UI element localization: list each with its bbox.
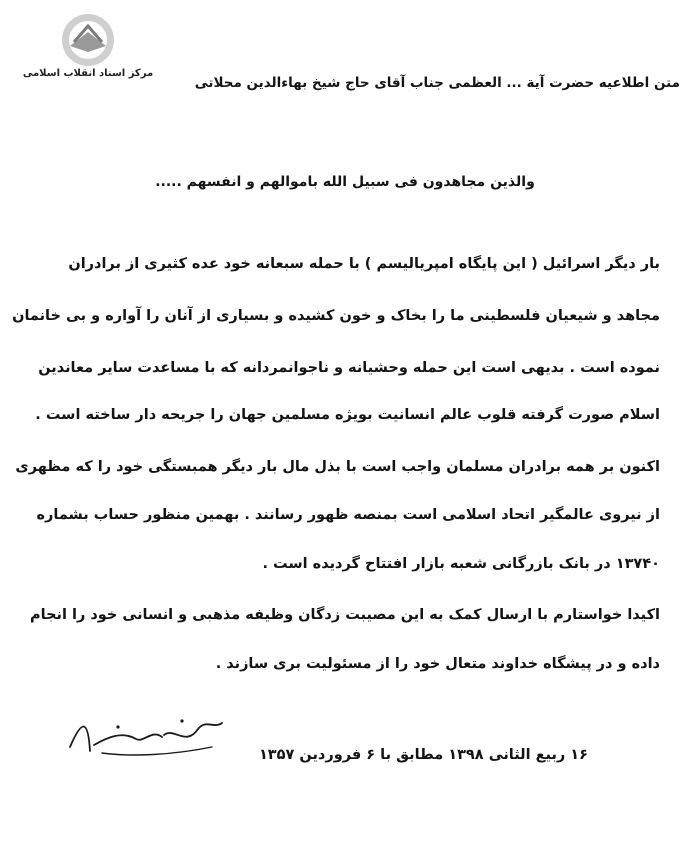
- body-line: بار دیگر اسرائیل ( این پایگاه امپریالیسم ) با حمله سبعانه خود عده کثیری از برادران: [68, 256, 660, 272]
- body-line: ۱۳۷۴۰ در بانک بازرگانی شعبه بازار افتتاح گردیده است .: [262, 556, 660, 572]
- body-line: مجاهد و شیعیان فلسطینی ما را بخاک و خون کشیده و بسیاری از آنان را آواره و بی خانمان: [12, 308, 660, 324]
- handwritten-signature: [62, 707, 232, 767]
- archive-logo: [18, 12, 158, 82]
- quran-verse: والذین مجاهدون فی سبیل الله باموالهم و انفسهم .....: [155, 174, 535, 190]
- logo-caption: مرکز اسناد انقلاب اسلامی: [22, 68, 154, 79]
- body-line: اسلام صورت گرفته قلوب عالم انسانیت بویژه مسلمین جهان را جریحه دار ساخته است .: [35, 407, 660, 423]
- document-date: ۱۶ ربیع الثانی ۱۳۹۸ مطابق با ۶ فروردین ۱۳۵۷: [258, 747, 588, 763]
- body-line: از نیروی عالمگیر اتحاد اسلامی است بمنصه ظهور رسانند . بهمین منظور حساب بشماره: [36, 507, 660, 523]
- body-line: نموده است . بدیهی است این حمله وحشیانه و ناجوانمردانه که با مساعدت سایر معاندین: [38, 360, 660, 376]
- body-line: اکنون بر همه برادران مسلمان واجب است با بذل مال بار دیگر همبستگی خود را که مظهری: [15, 459, 660, 475]
- body-line: اکیدا خواستارم با ارسال کمک به این مصیبت زدگان وظیفه مذهبی و انسانی خود را انجام: [30, 607, 660, 623]
- body-line: داده و در پیشگاه خداوند متعال خود را از مسئولیت بری سازند .: [215, 656, 660, 672]
- document-heading: متن اطلاعیه حضرت آیة ... العظمی جناب آقای حاج شیخ بهاءالدین محلاتی: [194, 75, 680, 91]
- book-emblem-icon: [56, 12, 120, 68]
